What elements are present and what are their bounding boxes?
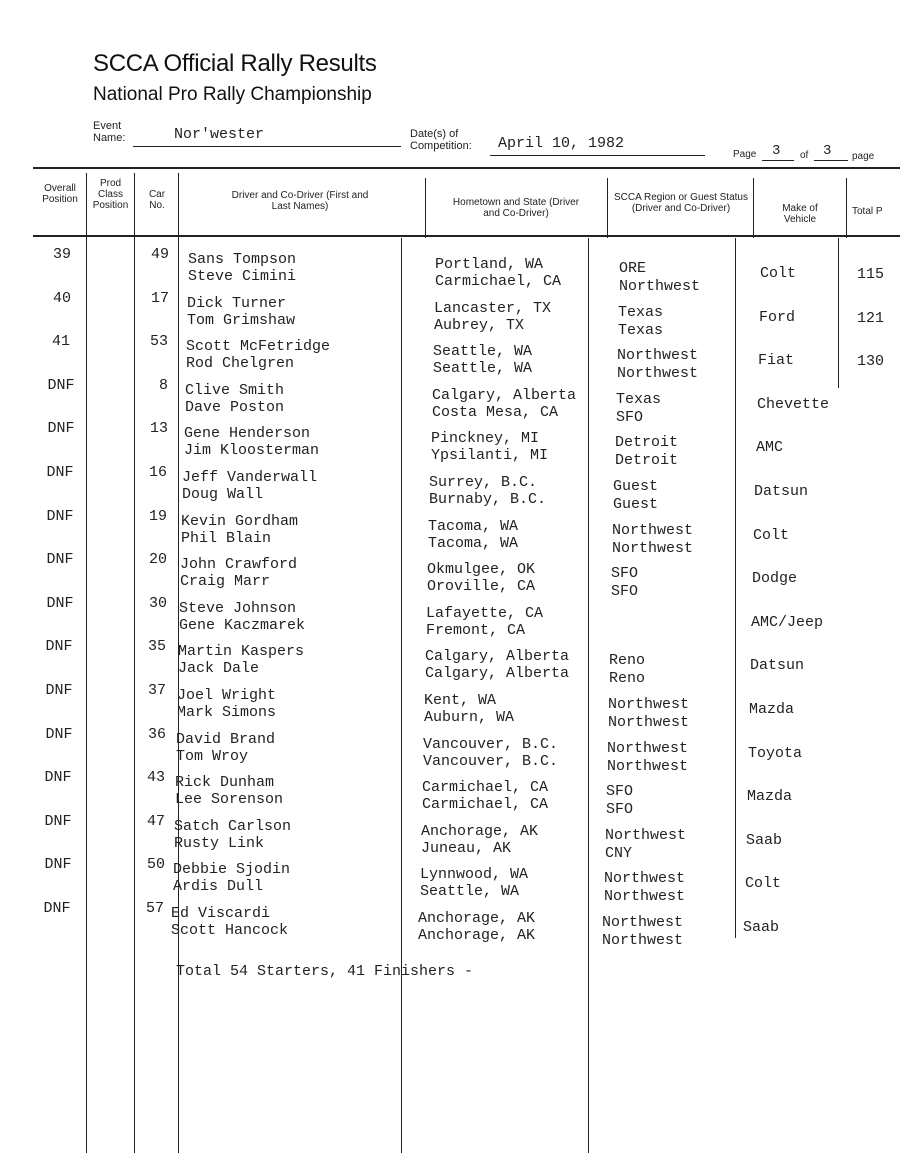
co-driver-name: Jack Dale <box>178 660 260 678</box>
co-driver-region: Texas <box>618 321 664 339</box>
event-underline <box>133 146 401 147</box>
driver-hometown: Lancaster, TX <box>434 299 552 317</box>
driver-hometown: Lynnwood, WA <box>420 866 529 884</box>
col-header-overall: Overall Position <box>42 183 78 205</box>
overall-position: DNF <box>45 725 73 743</box>
overall-position: DNF <box>47 376 75 394</box>
driver-name: Scott McFetridge <box>186 338 331 356</box>
co-driver-hometown: Anchorage, AK <box>418 927 536 944</box>
car-number: 57 <box>145 900 164 917</box>
co-driver-region: Northwest <box>608 714 690 731</box>
col-header-driver: Driver and Co-Driver (First and Last Names) <box>231 190 369 212</box>
co-driver-name: Ardis Dull <box>173 878 264 896</box>
driver-hometown: Kent, WA <box>424 692 497 709</box>
vehicle-make: Colt <box>753 526 790 544</box>
co-driver-region: SFO <box>606 801 634 819</box>
driver-name: David Brand <box>176 730 276 748</box>
column-divider <box>425 178 426 238</box>
co-driver-hometown: Oroville, CA <box>427 578 536 596</box>
co-driver-name: Tom Wroy <box>176 747 249 765</box>
driver-name: Ed Viscardi <box>171 905 271 922</box>
co-driver-region: Reno <box>609 670 646 688</box>
overall-position: 39 <box>52 246 71 263</box>
vehicle-make: Toyota <box>748 744 803 762</box>
overall-position: DNF <box>47 420 75 438</box>
table-top-rule <box>33 167 900 169</box>
driver-region: Northwest <box>607 739 689 757</box>
driver-region: Northwest <box>608 696 690 713</box>
overall-position: DNF <box>43 900 71 917</box>
page-subtitle: National Pro Rally Championship <box>93 84 372 105</box>
vehicle-make: Chevette <box>757 395 830 413</box>
co-driver-hometown: Juneau, AK <box>421 839 512 857</box>
co-driver-region: Northwest <box>612 539 694 557</box>
overall-position: DNF <box>46 594 74 612</box>
page-number: 3 <box>772 143 781 159</box>
driver-hometown: Seattle, WA <box>433 343 533 361</box>
driver-name: Debbie Sjodin <box>173 861 291 879</box>
driver-hometown: Tacoma, WA <box>428 517 519 535</box>
column-divider <box>401 238 402 1153</box>
overall-position: 40 <box>52 289 71 307</box>
driver-region: Reno <box>609 652 646 670</box>
vehicle-make: Fiat <box>758 352 795 370</box>
page-total: 3 <box>823 143 832 159</box>
co-driver-region: Northwest <box>602 932 684 949</box>
co-driver-name: Steve Cimini <box>188 268 297 285</box>
co-driver-hometown: Auburn, WA <box>424 709 515 726</box>
overall-position: DNF <box>45 682 73 699</box>
page-total-underline <box>814 160 848 161</box>
co-driver-region: Guest <box>613 496 659 513</box>
col-header-total: Total P <box>852 206 883 217</box>
co-driver-name: Craig Marr <box>180 573 271 591</box>
driver-hometown: Pinckney, MI <box>431 430 540 448</box>
co-driver-region: CNY <box>605 844 633 862</box>
overall-position: DNF <box>44 856 72 874</box>
driver-region: SFO <box>611 565 639 583</box>
co-driver-hometown: Burnaby, B.C. <box>429 491 547 508</box>
table-header-rule <box>33 235 900 237</box>
column-divider <box>588 238 589 1153</box>
co-driver-hometown: Ypsilanti, MI <box>431 447 549 465</box>
driver-name: Sans Tompson <box>188 251 297 268</box>
driver-name: John Crawford <box>180 556 298 574</box>
driver-name: Gene Henderson <box>184 425 311 443</box>
driver-region: Northwest <box>612 521 694 539</box>
co-driver-name: Rod Chelgren <box>186 355 295 373</box>
event-label: Event Name: <box>93 120 126 144</box>
vehicle-make: Mazda <box>747 788 793 806</box>
driver-name: Joel Wright <box>177 687 277 704</box>
car-number: 19 <box>148 507 167 525</box>
driver-name: Rick Dunham <box>175 774 275 792</box>
driver-region: Northwest <box>602 914 684 931</box>
co-driver-region: SFO <box>616 408 644 426</box>
co-driver-hometown: Costa Mesa, CA <box>432 403 559 421</box>
co-driver-name: Mark Simons <box>177 704 277 721</box>
overall-position: DNF <box>44 812 72 830</box>
co-driver-name: Dave Poston <box>185 398 285 416</box>
co-driver-region: Detroit <box>615 452 679 470</box>
car-number: 47 <box>146 812 165 830</box>
co-driver-name: Scott Hancock <box>171 922 289 939</box>
column-divider <box>86 173 87 1153</box>
col-header-region: SCCA Region or Guest Status (Driver and Co-Driver) <box>614 192 748 214</box>
vehicle-make: Mazda <box>749 701 795 718</box>
vehicle-make: Saab <box>743 919 780 936</box>
driver-region: Northwest <box>617 347 699 365</box>
driver-name: Steve Johnson <box>179 599 297 617</box>
co-driver-hometown: Carmichael, CA <box>422 796 549 814</box>
driver-hometown: Vancouver, B.C. <box>423 735 559 753</box>
co-driver-region: SFO <box>611 583 639 601</box>
co-driver-region: Northwest <box>607 757 689 775</box>
overall-position: 41 <box>51 333 70 351</box>
co-driver-hometown: Tacoma, WA <box>428 534 519 552</box>
column-divider <box>607 178 608 238</box>
col-header-car: Car No. <box>148 189 166 211</box>
co-driver-name: Doug Wall <box>182 486 264 503</box>
page-suffix-label: page <box>852 151 875 162</box>
driver-hometown: Lafayette, CA <box>426 604 544 622</box>
car-number: 13 <box>149 420 168 438</box>
vehicle-make: Datsun <box>750 657 805 675</box>
vehicle-make: Datsun <box>754 483 809 500</box>
driver-hometown: Calgary, Alberta <box>432 386 577 404</box>
overall-position: DNF <box>46 551 74 569</box>
page-title: SCCA Official Rally Results <box>93 50 377 77</box>
vehicle-make: AMC/Jeep <box>751 613 824 631</box>
car-number: 8 <box>158 376 168 394</box>
col-header-make: Make of Vehicle <box>782 203 818 225</box>
driver-region: SFO <box>606 783 634 801</box>
column-divider <box>735 238 736 938</box>
car-number: 35 <box>147 638 166 656</box>
driver-hometown: Portland, WA <box>435 256 544 273</box>
driver-region: Guest <box>613 478 659 495</box>
date-value: April 10, 1982 <box>498 135 625 152</box>
co-driver-hometown: Fremont, CA <box>426 621 526 639</box>
driver-name: Dick Turner <box>187 294 287 312</box>
driver-name: Kevin Gordham <box>181 512 299 530</box>
column-divider <box>753 178 754 238</box>
driver-hometown: Okmulgee, OK <box>427 561 536 579</box>
driver-hometown: Carmichael, CA <box>422 779 549 797</box>
co-driver-name: Gene Kaczmarek <box>179 616 306 634</box>
car-number: 49 <box>150 246 169 263</box>
car-number: 37 <box>147 682 166 699</box>
co-driver-hometown: Aubrey, TX <box>434 316 525 334</box>
co-driver-region: Northwest <box>617 365 699 383</box>
car-number: 43 <box>146 769 165 787</box>
vehicle-make: Dodge <box>752 570 798 588</box>
car-number: 50 <box>146 856 165 874</box>
co-driver-hometown: Carmichael, CA <box>435 273 562 290</box>
driver-region: ORE <box>619 260 647 277</box>
co-driver-hometown: Calgary, Alberta <box>425 665 570 683</box>
overall-position: DNF <box>44 769 72 787</box>
car-number: 20 <box>148 551 167 569</box>
total-points: 130 <box>857 353 885 371</box>
co-driver-name: Tom Grimshaw <box>187 311 296 329</box>
driver-region: Texas <box>618 303 664 321</box>
driver-region: Detroit <box>615 434 679 452</box>
vehicle-make: AMC <box>756 439 784 457</box>
date-underline <box>490 155 705 156</box>
car-number: 53 <box>149 333 168 351</box>
total-points: 115 <box>857 266 885 283</box>
driver-region: Texas <box>616 390 662 408</box>
overall-position: DNF <box>45 638 73 656</box>
vehicle-make: Ford <box>759 308 796 326</box>
page-of-label: of <box>800 150 809 161</box>
car-number: 17 <box>150 289 169 307</box>
column-divider <box>846 178 847 238</box>
driver-region: Northwest <box>604 870 686 888</box>
driver-name: Clive Smith <box>185 381 285 399</box>
co-driver-name: Rusty Link <box>174 834 265 852</box>
co-driver-region: Northwest <box>619 278 701 295</box>
car-number: 30 <box>148 594 167 612</box>
column-divider <box>838 238 839 388</box>
vehicle-make: Saab <box>746 831 783 849</box>
driver-region: Northwest <box>605 826 687 844</box>
driver-hometown: Anchorage, AK <box>418 910 536 927</box>
co-driver-hometown: Vancouver, B.C. <box>423 752 559 770</box>
total-starters-note: Total 54 Starters, 41 Finishers - <box>176 963 474 980</box>
co-driver-name: Jim Kloosterman <box>184 442 320 460</box>
page-number-underline <box>762 160 794 161</box>
page-label: Page <box>733 149 757 160</box>
event-name: Nor'wester <box>174 126 265 143</box>
overall-position: DNF <box>46 464 74 481</box>
driver-hometown: Calgary, Alberta <box>425 648 570 666</box>
co-driver-hometown: Seattle, WA <box>420 883 520 901</box>
driver-name: Satch Carlson <box>174 817 292 835</box>
overall-position: DNF <box>46 507 74 525</box>
col-header-prod: Prod Class Position <box>92 178 129 211</box>
vehicle-make: Colt <box>760 265 797 282</box>
driver-hometown: Surrey, B.C. <box>429 474 538 491</box>
driver-name: Jeff Vanderwall <box>182 469 318 486</box>
col-header-hometown: Hometown and State (Driver and Co-Driver) <box>452 197 580 219</box>
car-number: 36 <box>147 725 166 743</box>
co-driver-region: Northwest <box>604 888 686 906</box>
driver-name: Martin Kaspers <box>178 643 305 661</box>
co-driver-name: Phil Blain <box>181 529 272 547</box>
total-points: 121 <box>857 309 885 327</box>
date-label: Date(s) of Competition: <box>410 128 472 152</box>
driver-hometown: Anchorage, AK <box>421 822 539 840</box>
co-driver-name: Lee Sorenson <box>175 791 284 809</box>
vehicle-make: Colt <box>745 875 782 893</box>
column-divider <box>134 173 135 1153</box>
car-number: 16 <box>148 464 167 481</box>
co-driver-hometown: Seattle, WA <box>433 360 533 378</box>
